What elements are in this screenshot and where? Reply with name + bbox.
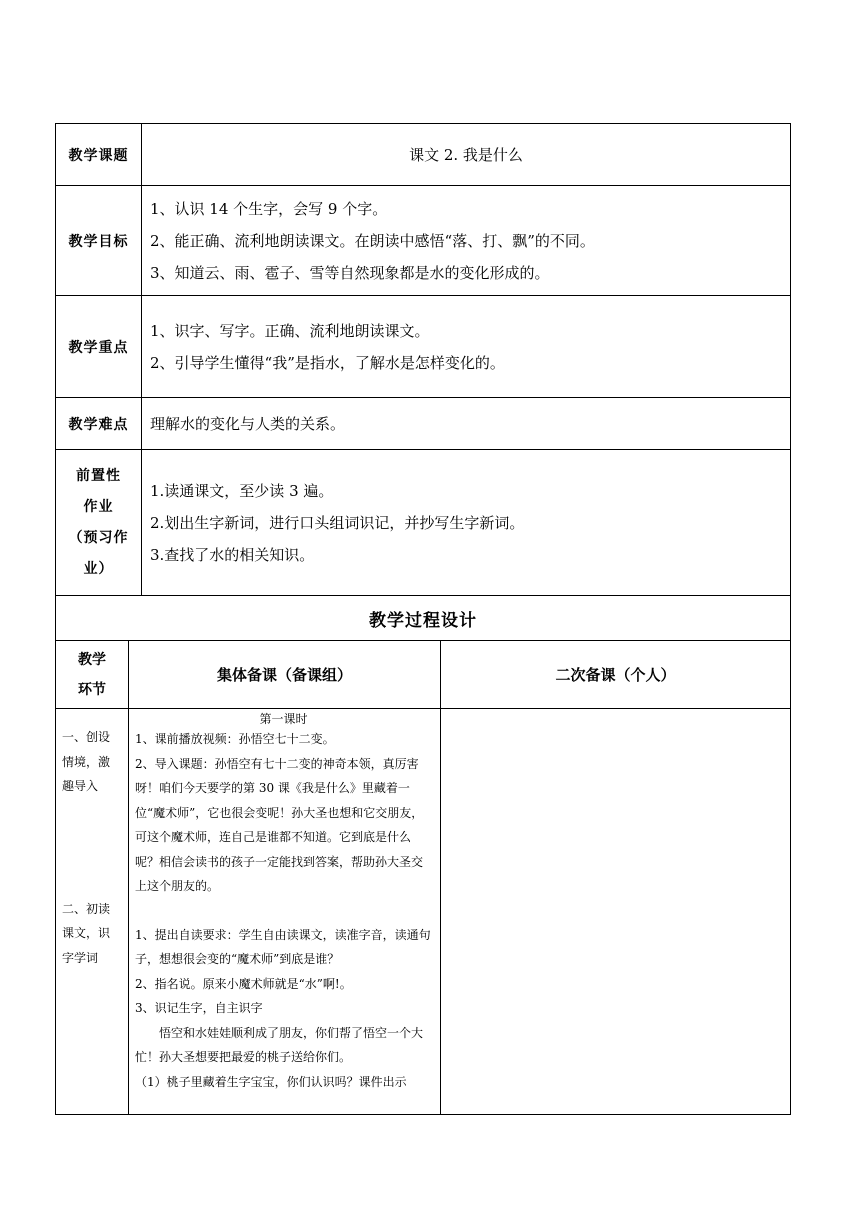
process-title-row bbox=[56, 596, 791, 641]
difficulty-value: 理解水的变化与人类的关系。 bbox=[142, 398, 791, 450]
process-title: 教学过程设计 bbox=[56, 596, 791, 641]
preview-content bbox=[142, 450, 791, 596]
difficulty-row bbox=[56, 398, 791, 450]
stage-item: 二、初读 课文，识 字学词 bbox=[62, 901, 111, 965]
preview-row bbox=[56, 450, 791, 596]
stage-header: 教学 环节 bbox=[56, 641, 129, 709]
goals-content bbox=[142, 186, 791, 296]
personal-header: 二次备课（个人） bbox=[441, 641, 791, 709]
paragraph: （1）桃子里藏着生字宝宝，你们认识吗？课件出示 bbox=[135, 1074, 407, 1089]
collective-content bbox=[129, 709, 441, 1115]
goal-item: 3、知道云、雨、雹子、雪等自然现象都是水的变化形成的。 bbox=[150, 263, 550, 282]
key-points-row bbox=[56, 296, 791, 398]
process-header-row bbox=[56, 641, 791, 709]
topic-row bbox=[56, 124, 791, 186]
paragraph: 1、提出自读要求：学生自由读课文，读准字音，读通句子，想想很会变的“魔术师”到底是谁？ bbox=[135, 927, 431, 966]
paragraph: 2、指名说。原来小魔术师就是“水”啊!。 bbox=[135, 976, 352, 991]
preview-item: 3.查找了水的相关知识。 bbox=[150, 545, 315, 564]
goal-item: 1、认识 14 个生字，会写 9 个字。 bbox=[150, 199, 388, 218]
preview-label: 前置性 作业 （预习作 业） bbox=[56, 450, 142, 596]
process-body-row bbox=[56, 709, 791, 1115]
difficulty-label: 教学难点 bbox=[56, 398, 142, 450]
paragraph: 悟空和水娃娃顺利成了朋友，你们帮了悟空一个大忙！孙大圣想要把最爱的桃子送给你们。 bbox=[135, 1025, 424, 1064]
goals-row bbox=[56, 186, 791, 296]
topic-value: 课文 2. 我是什么 bbox=[142, 124, 791, 186]
info-table bbox=[55, 123, 791, 596]
key-points-label: 教学重点 bbox=[56, 296, 142, 398]
goals-label: 教学目标 bbox=[56, 186, 142, 296]
personal-content bbox=[441, 709, 791, 1115]
goal-item: 2、能正确、流利地朗读课文。在朗读中感悟“落、打、飘”的不同。 bbox=[150, 231, 595, 250]
lesson-title: 第一课时 bbox=[259, 712, 308, 726]
paragraph: 1、课前播放视频：孙悟空七十二变。 bbox=[135, 732, 335, 746]
preview-item: 2.划出生字新词，进行口头组词识记，并抄写生字新词。 bbox=[150, 513, 525, 532]
key-point-item: 2、引导学生懂得“我”是指水，了解水是怎样变化的。 bbox=[150, 353, 505, 372]
topic-label: 教学课题 bbox=[56, 124, 142, 186]
key-points-content bbox=[142, 296, 791, 398]
preview-item: 1.读通课文，至少读 3 遍。 bbox=[150, 481, 334, 500]
paragraph: 3、识记生字，自主识字 bbox=[135, 1001, 263, 1015]
collective-header: 集体备课（备课组） bbox=[129, 641, 441, 709]
key-point-item: 1、识字、写字。正确、流利地朗读课文。 bbox=[150, 321, 430, 340]
lesson-plan-page bbox=[55, 123, 790, 1115]
process-table bbox=[55, 595, 791, 1115]
stage-column bbox=[56, 709, 129, 1115]
paragraph: 2、导入课题：孙悟空有七十二变的神奇本领，真厉害呀！咱们今天要学的第 30 课《我是什么》里藏着一位“魔术师”，它也很会变呢！孙大圣也想和它交朋友，可这个魔术师，连自己是谁都不知道。它到底是什么呢？相信会读书的孩子一定能找到答案，帮助孙大圣交上这个朋友的。 bbox=[135, 756, 424, 893]
stage-item: 一、创设 情境，激 趣导入 bbox=[62, 730, 111, 793]
